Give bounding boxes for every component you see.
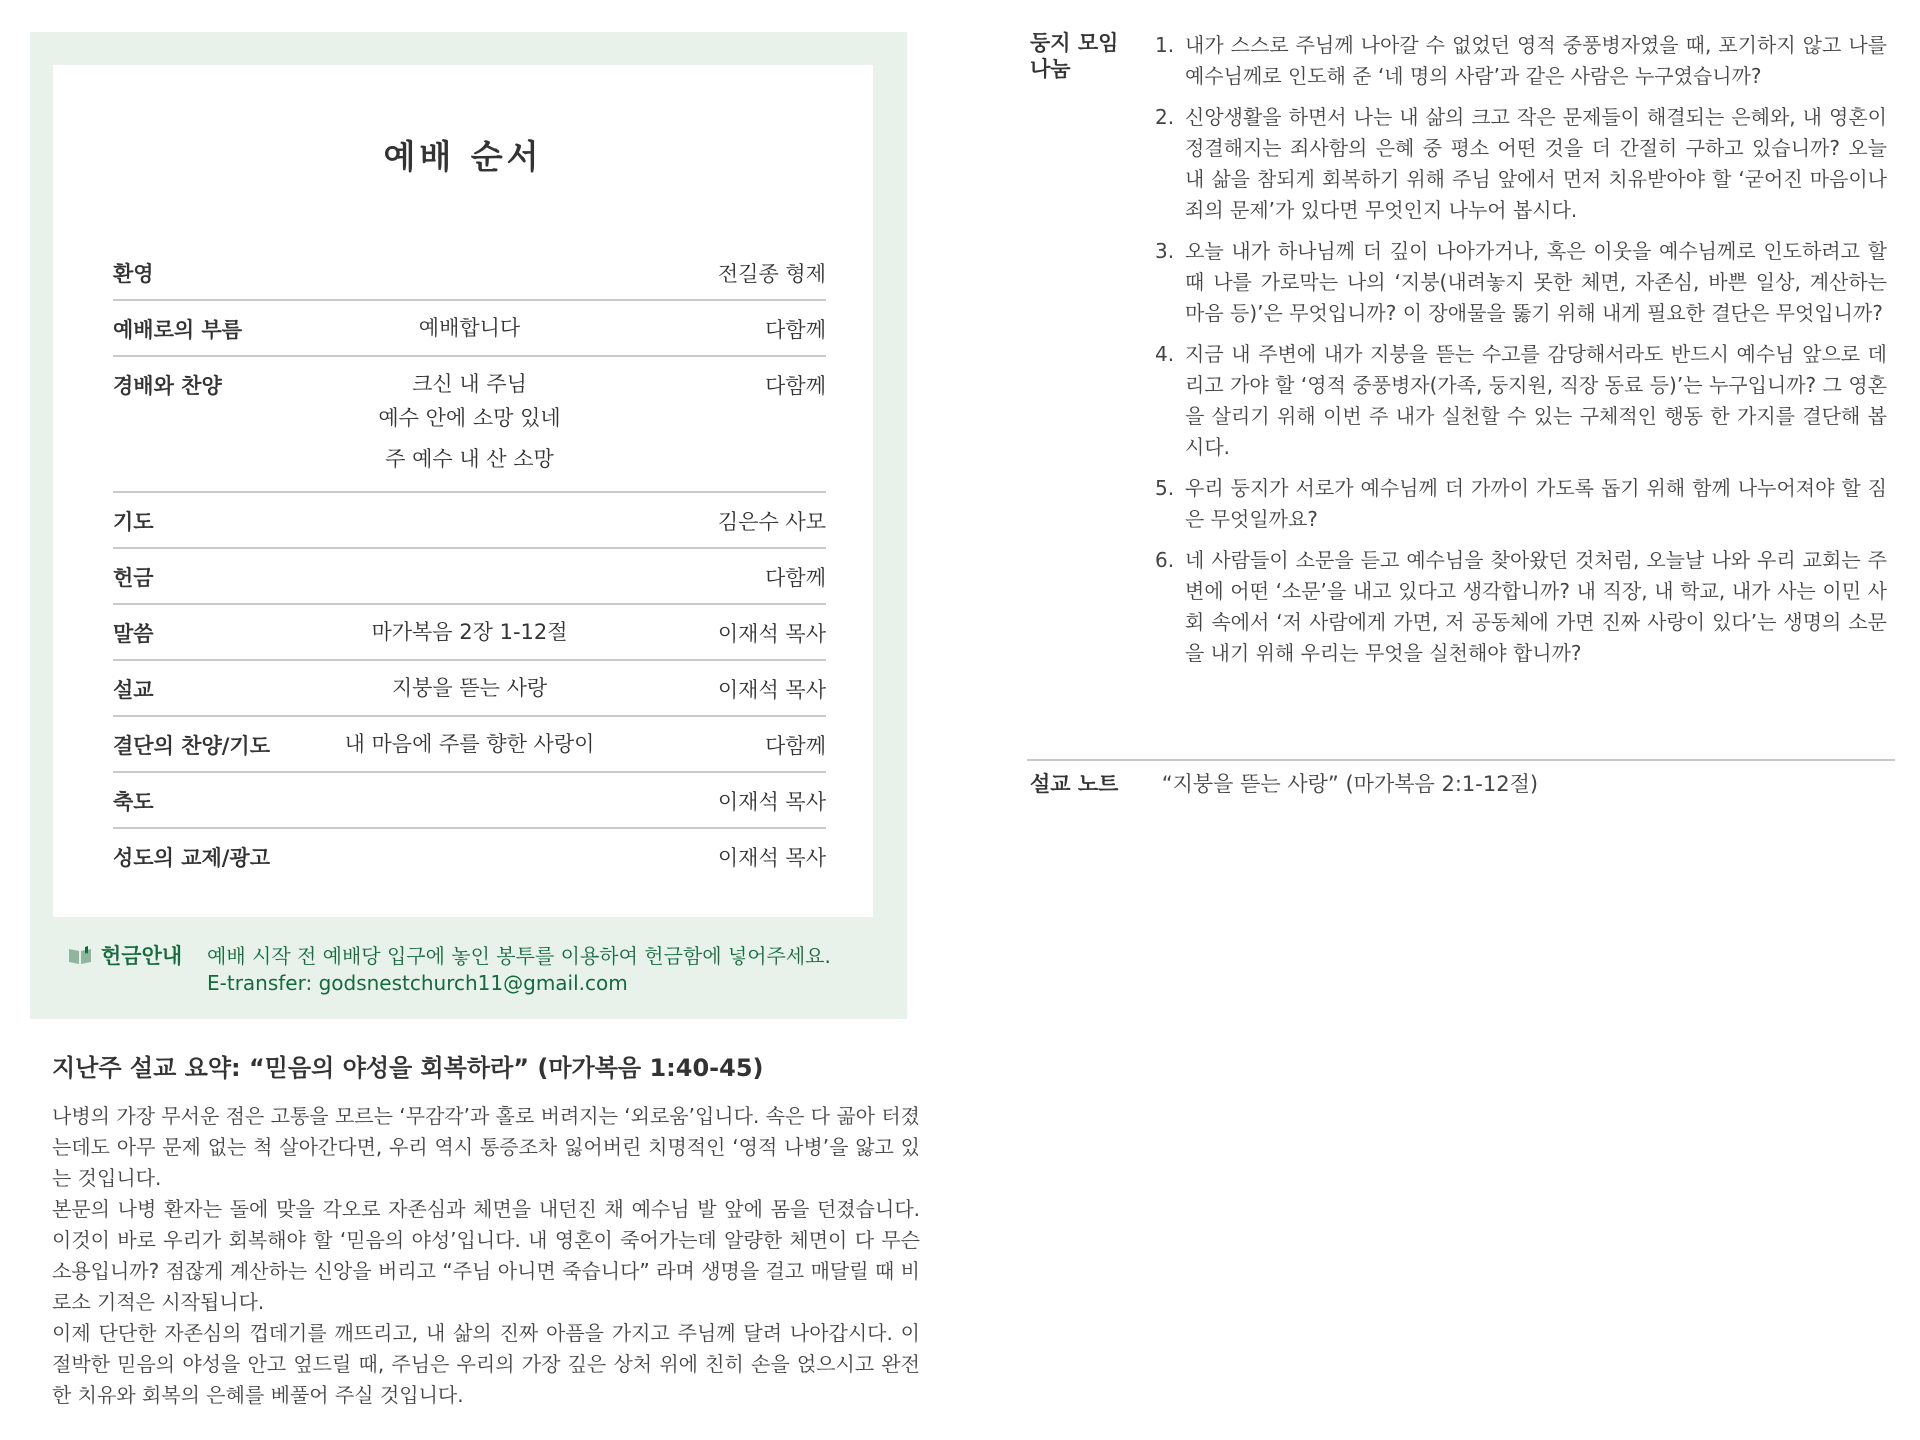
sermon-summary	[52, 1048, 920, 1411]
order-detail	[333, 674, 606, 702]
order-detail	[333, 786, 606, 814]
order-detail	[333, 618, 606, 646]
order-item: 축도	[113, 790, 154, 814]
order-leader: 다함께	[765, 374, 826, 398]
order-row	[113, 829, 826, 883]
order-row	[113, 357, 826, 493]
question-item	[1155, 236, 1887, 329]
order-item: 성도의 교제/광고	[113, 846, 270, 870]
worship-order-card	[53, 65, 873, 917]
question-item	[1155, 30, 1887, 92]
order-leader: 다함께	[765, 318, 826, 342]
order-detail-line: 주 예수 내 산 소망	[385, 447, 554, 471]
order-row	[113, 717, 826, 773]
order-item: 말씀	[113, 622, 154, 646]
order-row	[113, 605, 826, 661]
order-leader: 이재석 목사	[717, 622, 826, 646]
order-detail	[333, 506, 606, 534]
order-leader: 이재석 목사	[717, 846, 826, 870]
order-leader: 김은수 사모	[717, 510, 826, 534]
sermon-note-text: “지붕을 뜯는 사랑” (마가복음 2:1-12절)	[1161, 772, 1539, 796]
summary-paragraph: 이제 단단한 자존심의 껍데기를 깨뜨리고, 내 삶의 진짜 아픔을 가지고 주님께 달려 나아갑시다. 이 절박한 믿음의 야성을 안고 엎드릴 때, 주님은 우리의 가장 깊은 상처 위에 친히 손을 얹으시고 완전한 치유와 회복의 은혜를 베풀어 주실 것입니다.	[52, 1321, 920, 1407]
order-row	[113, 493, 826, 549]
order-detail-line: 내 마음에 주를 향한 사랑이	[344, 732, 595, 756]
question-number: 1.	[1155, 33, 1175, 57]
question-number: 6.	[1155, 548, 1175, 572]
order-detail-line	[333, 562, 606, 590]
order-leader: 전길종 형제	[717, 262, 826, 286]
question-text: 네 사람들이 소문을 듣고 예수님을 찾아왔던 것처럼, 오늘날 나와 우리 교회는 주변에 어떤 ‘소문’을 내고 있다고 생각합니까? 내 직장, 내 학교, 내가 사는 이민 사회 속에서 ‘저 사람에게 가면, 저 공동체에 가면 진짜 사랑이 있다’는 생명의 소문을 내기 위해 우리는 무엇을 실천해야 합니까?	[1185, 548, 1887, 665]
question-number: 3.	[1155, 239, 1175, 263]
order-detail-line	[333, 842, 606, 870]
order-leader: 다함께	[765, 734, 826, 758]
offering-etransfer: E-transfer: godsnestchurch11@gmail.com	[207, 971, 628, 995]
sermon-summary-title: 지난주 설교 요약: “믿음의 야성을 회복하라” (마가복음 1:40-45)	[52, 1054, 764, 1082]
offering-label: 헌금안내	[101, 944, 183, 968]
question-text: 지금 내 주변에 내가 지붕을 뜯는 수고를 감당해서라도 반드시 예수님 앞으로 데리고 가야 할 ‘영적 중풍병자(가족, 둥지원, 직장 동료 등)’는 누구입니까? 그 영혼을 살리기 위해 이번 주 내가 실천할 수 있는 구체적인 행동 한 가지를 결단해 봅시다.	[1185, 342, 1887, 459]
order-detail-line: 예수 안에 소망 있네	[378, 406, 561, 430]
order-leader: 다함께	[765, 566, 826, 590]
order-detail	[333, 562, 606, 590]
order-detail	[333, 730, 606, 758]
order-row	[113, 661, 826, 717]
question-item	[1155, 545, 1887, 669]
order-detail	[333, 314, 606, 342]
order-item: 기도	[113, 510, 154, 534]
question-text: 내가 스스로 주님께 나아갈 수 없었던 영적 중풍병자였을 때, 포기하지 않고 나를 예수님께로 인도해 준 ‘네 명의 사람’과 같은 사람은 누구였습니까?	[1185, 33, 1887, 88]
question-item	[1155, 339, 1887, 463]
order-row	[113, 549, 826, 605]
order-detail	[333, 258, 606, 286]
sermon-note-heading: 설교 노트	[1030, 772, 1119, 796]
offering-instructions: 예배 시작 전 예배당 입구에 놓인 봉투를 이용하여 헌금함에 넣어주세요.	[207, 944, 831, 968]
order-item: 설교	[113, 678, 154, 702]
question-number: 5.	[1155, 476, 1175, 500]
order-detail-line	[333, 258, 606, 286]
question-item	[1155, 473, 1887, 535]
order-detail-line: 마가복음 2장 1-12절	[371, 620, 568, 644]
order-row	[113, 245, 826, 301]
worship-order-table	[113, 245, 826, 883]
order-detail-line: 예배합니다	[418, 316, 521, 340]
question-text: 오늘 내가 하나님께 더 깊이 나아가거나, 혹은 이웃을 예수님께로 인도하려고 할 때 나를 가로막는 나의 ‘지붕(내려놓지 못한 체면, 자존심, 바쁜 일상, 계산하는 마음 등)’은 무엇입니까? 이 장애물을 뚫기 위해 내게 필요한 결단은 무엇입니까?	[1185, 239, 1887, 325]
discussion-questions	[1155, 30, 1887, 679]
order-detail	[333, 370, 606, 480]
order-detail-line: 크신 내 주님	[412, 372, 527, 396]
book-icon	[67, 945, 93, 965]
worship-order-panel	[30, 32, 907, 1019]
section-divider	[1027, 759, 1895, 761]
order-row	[113, 301, 826, 357]
order-leader: 이재석 목사	[717, 790, 826, 814]
order-detail-line	[333, 786, 606, 814]
order-item: 예배로의 부름	[113, 318, 243, 342]
question-text: 우리 둥지가 서로가 예수님께 더 가까이 가도록 돕기 위해 함께 나누어져야 할 짐은 무엇일까요?	[1185, 476, 1887, 531]
discussion-heading: 둥지 모임 나눔	[1030, 31, 1119, 81]
question-item	[1155, 102, 1887, 226]
order-item: 결단의 찬양/기도	[113, 734, 270, 758]
question-number: 4.	[1155, 342, 1175, 366]
order-item: 경배와 찬양	[113, 374, 222, 398]
order-row	[113, 773, 826, 829]
sermon-note	[1030, 768, 1538, 798]
summary-paragraph: 본문의 나병 환자는 돌에 맞을 각오로 자존심과 체면을 내던진 채 예수님 발 앞에 몸을 던졌습니다. 이것이 바로 우리가 회복해야 할 ‘믿음의 야성’입니다. 내 영혼이 죽어가는데 알량한 체면이 다 무슨 소용입니까? 점잖게 계산하는 신앙을 버리고 “주님 아니면 죽습니다” 라며 생명을 걸고 매달릴 때 비로소 기적은 시작됩니다.	[52, 1197, 920, 1314]
order-detail-line	[333, 506, 606, 534]
question-text: 신앙생활을 하면서 나는 내 삶의 크고 작은 문제들이 해결되는 은혜와, 내 영혼이 정결해지는 죄사함의 은혜 중 평소 어떤 것을 더 간절히 구하고 있습니까? 오늘 내 삶을 참되게 회복하기 위해 주님 앞에서 먼저 치유받아야 할 ‘굳어진 마음이나 죄의 문제’가 있다면 무엇인지 나누어 봅시다.	[1185, 105, 1887, 222]
order-item: 헌금	[113, 566, 154, 590]
order-item: 환영	[113, 262, 154, 286]
order-leader: 이재석 목사	[717, 678, 826, 702]
summary-paragraph: 나병의 가장 무서운 점은 고통을 모르는 ‘무감각’과 홀로 버려지는 ‘외로움’입니다. 속은 다 곪아 터졌는데도 아무 문제 없는 척 살아간다면, 우리 역시 통증조차 잃어버린 치명적인 ‘영적 나병’을 앓고 있는 것입니다.	[52, 1104, 920, 1190]
order-detail	[333, 842, 606, 870]
order-detail-line: 지붕을 뜯는 사랑	[391, 676, 548, 700]
worship-order-title: 예배 순서	[383, 137, 543, 176]
question-number: 2.	[1155, 105, 1175, 129]
